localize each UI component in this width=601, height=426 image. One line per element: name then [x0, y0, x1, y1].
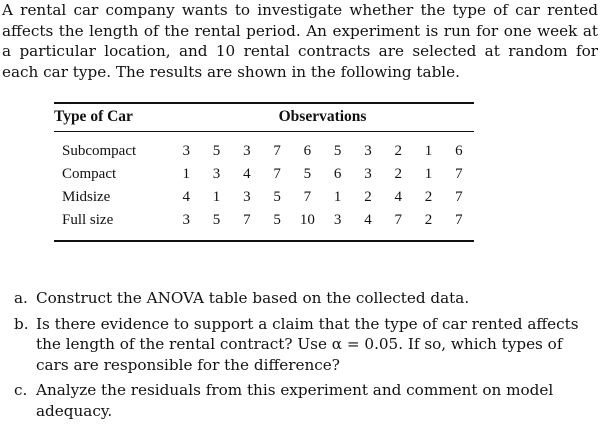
observation-cell: 7 [273, 166, 281, 182]
observation-cell: 6 [455, 143, 463, 159]
car-type-label: Subcompact [62, 143, 137, 159]
question-letter: a. [14, 289, 28, 307]
observation-cell: 3 [364, 143, 372, 159]
question-text: Is there evidence to support a claim that the type of car rented affects the length of the rental contract? Use α = 0.05. If so, which types of cars are responsible for the difference? [36, 314, 579, 374]
observation-cell: 3 [364, 166, 372, 182]
table-row [54, 209, 474, 241]
observation-cell: 3 [182, 212, 190, 228]
observation-cell: 7 [455, 212, 463, 228]
observation-cell: 10 [299, 212, 315, 228]
observation-cell: 1 [333, 189, 342, 205]
question-text: Analyze the residuals from this experiment and comment on model adequacy. [36, 381, 554, 420]
question-item [14, 314, 592, 376]
observation-cell: 2 [394, 143, 402, 159]
table-row [54, 132, 474, 164]
observations-table [54, 102, 474, 242]
observation-cell: 7 [455, 189, 463, 205]
observation-cell: 6 [303, 143, 312, 159]
observations-table-container [54, 102, 474, 242]
table-row [54, 163, 474, 186]
observation-cell: 3 [212, 166, 221, 182]
table-row [54, 186, 474, 209]
observation-cell: 3 [333, 212, 342, 228]
table-header-row [54, 103, 474, 132]
observation-cell: 5 [212, 143, 221, 159]
question-letter: b. [14, 314, 29, 333]
observation-cell: 2 [394, 166, 402, 182]
observation-cell: 5 [212, 212, 221, 228]
observation-cell: 4 [394, 189, 402, 205]
observation-cell: 3 [243, 143, 251, 159]
car-type-label: Compact [62, 166, 117, 182]
observation-cell: 7 [303, 189, 312, 205]
observation-cell: 1 [182, 166, 190, 182]
observation-cell: 3 [243, 189, 251, 205]
observation-cell: 1 [424, 143, 433, 159]
observation-cell: 4 [182, 189, 190, 205]
observation-cell: 7 [243, 212, 251, 228]
observation-cell: 4 [243, 166, 251, 182]
observation-cell: 5 [333, 143, 342, 159]
observation-cell: 1 [424, 166, 433, 182]
observation-cell: 4 [364, 212, 372, 228]
observation-cell: 1 [212, 189, 221, 205]
observation-cell: 5 [273, 189, 281, 205]
car-type-label: Full size [62, 212, 114, 228]
header-observations: Observations [278, 108, 367, 125]
observation-cell: 2 [424, 212, 433, 228]
observation-cell: 2 [424, 189, 433, 205]
question-text: Construct the ANOVA table based on the collected data. [36, 289, 470, 307]
question-item [14, 380, 592, 421]
question-item [14, 288, 592, 309]
observation-cell: 7 [273, 143, 281, 159]
question-list [14, 288, 592, 426]
observation-cell: 2 [364, 189, 372, 205]
observation-cell: 5 [303, 166, 312, 182]
question-letter: c. [14, 381, 28, 399]
observation-cell: 3 [182, 143, 190, 159]
observation-cell: 7 [394, 212, 402, 228]
header-type-of-car: Type of Car [54, 108, 133, 125]
observation-cell: 7 [455, 166, 463, 182]
problem-intro: A rental car company wants to investigate whether the type of car rented affects the length of the rental period. An experiment is run for one week at a particular location, and 10 rental contracts are selected at random for each car type. The results are shown in the following table. [2, 1, 598, 81]
observation-cell: 5 [273, 212, 281, 228]
table-body [54, 132, 474, 242]
observation-cell: 6 [333, 166, 342, 182]
car-type-label: Midsize [62, 189, 111, 205]
